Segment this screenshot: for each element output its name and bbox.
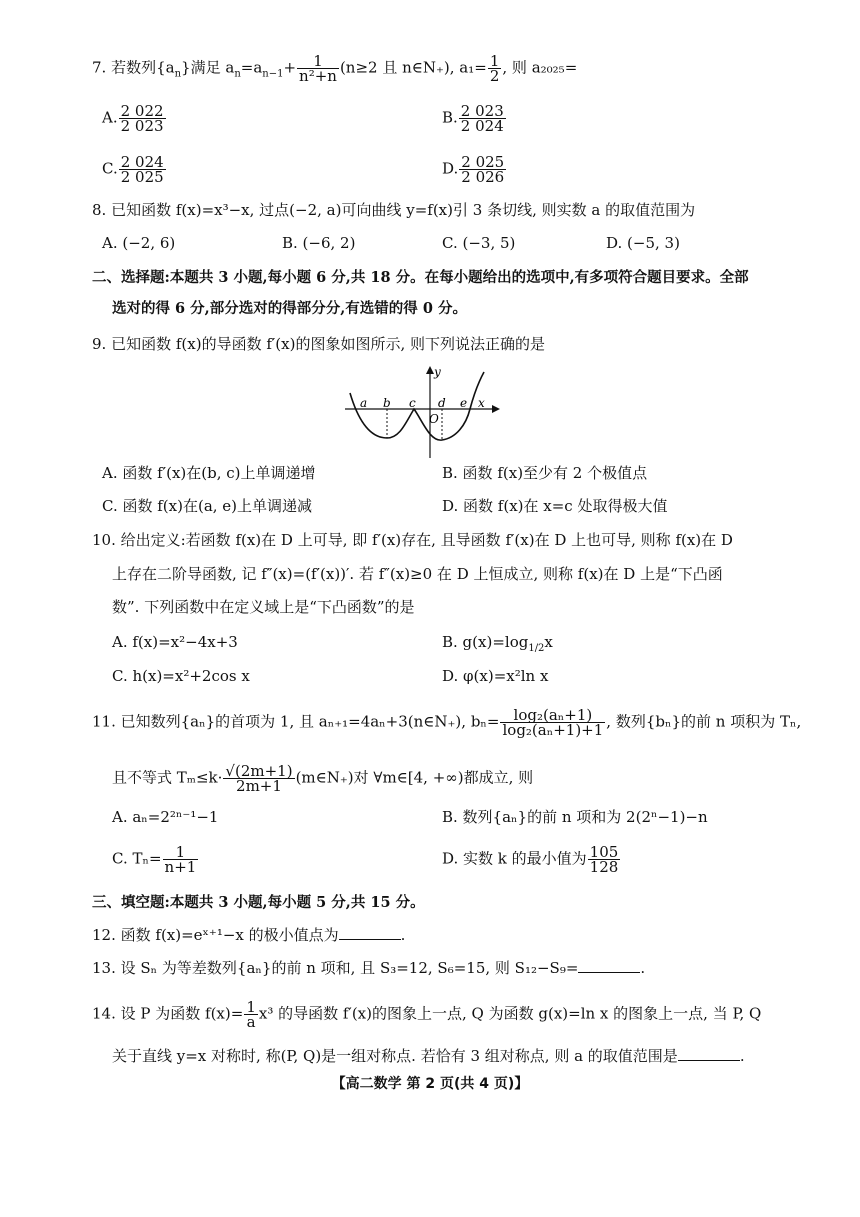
q7-stem: 7. 若数列$\{a_n\}$满足 $a_n=a_{n-1}+$ $\frac{1}{\text{n²+n}}$ (n≥2 且 n∈N₊), a₁= $\frac{1}{2}$ , 则 a₂₀₂₅= xyxy=(92,52,578,85)
q12-answer-blank[interactable] xyxy=(339,925,401,940)
q14-answer-blank[interactable] xyxy=(678,1046,740,1061)
label-e: e xyxy=(460,396,468,410)
q11-stem-line2: 且不等式 Tₘ≤k· $\frac{√(2m+1)}{2m+1}$ (m∈N₊)对 ∀m∈[4, +∞)都成立, 则 xyxy=(112,762,534,795)
q10-option-b[interactable]: B. $g(x)=\log_{1/2}x$ xyxy=(442,633,553,654)
section2-header-line1: 二、选择题:本题共 3 小题,每小题 6 分,共 18 分。在每小题给出的选项中,有多项符合题目要求。全部 xyxy=(92,269,749,286)
q10-stem-line3: 数”. 下列函数中在定义域上是“下凸函数”的是 xyxy=(112,598,415,616)
label-c: c xyxy=(409,396,416,410)
q9-option-d[interactable]: D. 函数 f(x)在 x=c 处取得极大值 xyxy=(442,497,668,515)
x-axis-arrow-icon xyxy=(492,405,500,413)
label-x: x xyxy=(478,396,485,410)
q11-option-d[interactable]: D. 实数 k 的最小值为 $\frac{105}{128}$ xyxy=(442,843,619,876)
q10-option-a[interactable]: A. f(x)=x²−4x+3 xyxy=(112,633,238,651)
q8-stem: 8. 已知函数 f(x)=x³−x, 过点(−2, a)可向曲线 y=f(x)引 3 条切线, 则实数 a 的取值范围为 xyxy=(92,201,696,219)
q10-option-c[interactable]: C. h(x)=x²+2cos x xyxy=(112,667,250,685)
q7-option-a[interactable]: A. $\frac{2 022}{2 023}$ xyxy=(102,102,164,135)
q11-option-a[interactable]: A. aₙ=2²ⁿ⁻¹−1 xyxy=(112,808,219,826)
q12-stem: 12. 函数 f(x)=eˣ⁺¹−x 的极小值点为 . xyxy=(92,926,406,944)
q8-option-c[interactable]: C. (−3, 5) xyxy=(442,234,516,252)
q14-stem-line2: 关于直线 y=x 对称时, 称(P, Q)是一组对称点. 若恰有 3 组对称点, 则 a 的取值范围是 . xyxy=(112,1047,745,1065)
y-axis-arrow-icon xyxy=(426,366,434,374)
q10-stem-line1: 10. 给出定义:若函数 f(x)在 D 上可导, 即 f′(x)存在, 且导函数 f′(x)在 D 上也可导, 则称 f(x)在 D xyxy=(92,531,733,549)
q7-option-c[interactable]: C. $\frac{2 024}{2 025}$ xyxy=(102,153,164,186)
q8-option-d[interactable]: D. (−5, 3) xyxy=(606,234,680,252)
q10-stem-line2: 上存在二阶导函数, 记 f″(x)=(f′(x))′. 若 f″(x)≥0 在 D 上恒成立, 则称 f(x)在 D 上是“下凸函 xyxy=(112,565,723,583)
q14-stem-line1: 14. 设 P 为函数 f(x)= $\frac{1}{a}$ x³ 的导函数 f′(x)的图象上一点, Q 为函数 g(x)=ln x 的图象上一点, 当 P, Q xyxy=(92,998,762,1031)
q11-option-b[interactable]: B. 数列{aₙ}的前 n 项和为 2(2ⁿ−1)−n xyxy=(442,808,708,826)
q9-option-b[interactable]: B. 函数 f(x)至少有 2 个极值点 xyxy=(442,464,648,482)
q7-option-d[interactable]: D. $\frac{2 025}{2 026}$ xyxy=(442,153,505,186)
q9-stem: 9. 已知函数 f(x)的导函数 f′(x)的图象如图所示, 则下列说法正确的是 xyxy=(92,335,545,353)
q9-option-a[interactable]: A. 函数 f′(x)在(b, c)上单调递增 xyxy=(102,464,316,482)
section2-header-line2: 选对的得 6 分,部分选对的得部分分,有选错的得 0 分。 xyxy=(112,300,467,317)
label-origin: O xyxy=(429,412,439,426)
q8-option-b[interactable]: B. (−6, 2) xyxy=(282,234,356,252)
label-b: b xyxy=(383,396,391,410)
q11-option-c[interactable]: C. Tₙ= $\frac{1}{n+1}$ xyxy=(112,843,197,876)
q11-stem-line1: 11. 已知数列{aₙ}的首项为 1, 且 aₙ₊₁=4aₙ+3(n∈N₊), bₙ= $\frac{\text{log₂(aₙ+1)}}{\text{log₂(aₙ+1)+1}}$ , 数列{bₙ}的前 n 项积为 Tₙ, xyxy=(92,706,802,739)
page-footer: 【高二数学 第 2 页(共 4 页)】 xyxy=(331,1076,529,1092)
q10-option-d[interactable]: D. φ(x)=x²ln x xyxy=(442,667,549,685)
q13-stem: 13. 设 Sₙ 为等差数列{aₙ}的前 n 项和, 且 S₃=12, S₆=15, 则 S₁₂−S₉= . xyxy=(92,959,646,977)
label-d: d xyxy=(438,396,446,410)
label-a: a xyxy=(360,396,368,410)
label-y: y xyxy=(434,365,441,379)
q9-option-c[interactable]: C. 函数 f(x)在(a, e)上单调递减 xyxy=(102,497,313,515)
q7-option-b[interactable]: B. $\frac{2 023}{2 024}$ xyxy=(442,102,504,135)
q8-option-a[interactable]: A. (−2, 6) xyxy=(102,234,176,252)
section3-header: 三、填空题:本题共 3 小题,每小题 5 分,共 15 分。 xyxy=(92,894,425,911)
q13-answer-blank[interactable] xyxy=(578,958,640,973)
